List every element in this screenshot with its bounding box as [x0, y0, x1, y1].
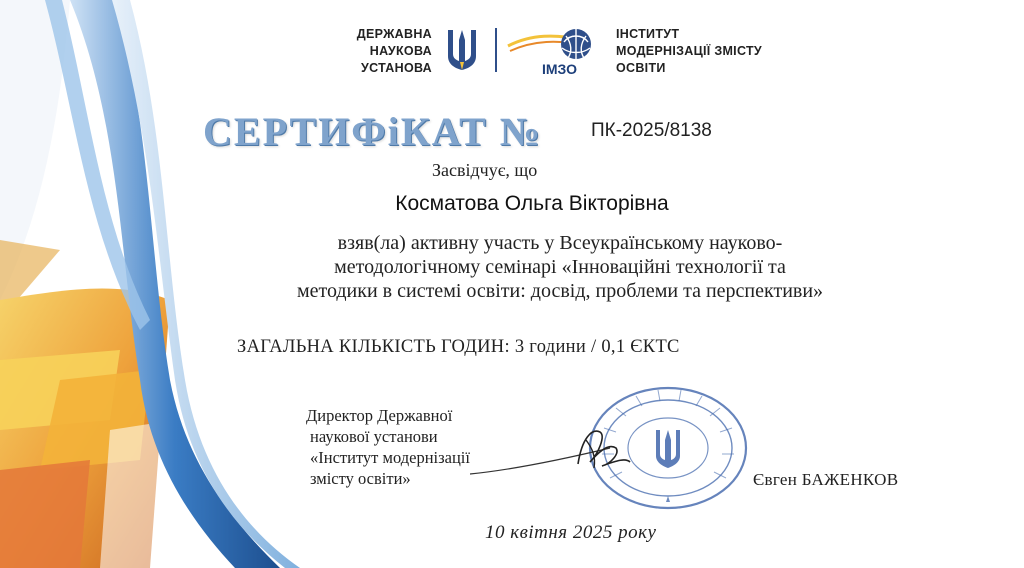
- imzo-logo-label: ІМЗО: [542, 61, 578, 76]
- description-line: взяв(ла) активну участь у Всеукраїнському науково-: [337, 232, 783, 254]
- director-line: наукової установи: [310, 427, 438, 446]
- total-hours: ЗАГАЛЬНА КІЛЬКІСТЬ ГОДИН: 3 години / 0,1 ЄКТС: [237, 337, 680, 357]
- certificate-number: ПК-2025/8138: [591, 120, 712, 141]
- state-institution-logo-text: [338, 26, 432, 77]
- imzo-globe-logo: [506, 24, 606, 76]
- trident-icon: [444, 26, 480, 74]
- recipient-name: Косматова Ольга Вікторівна: [395, 192, 669, 215]
- description-line: методологічному семінарі «Інноваційні технології та: [334, 256, 786, 278]
- director-line: «Інститут модернізації: [310, 448, 470, 467]
- logo-divider: [495, 28, 497, 72]
- signer-name: Євген БАЖЕНКОВ: [753, 470, 899, 489]
- logo-left-line: НАУКОВА: [369, 44, 432, 58]
- issue-date: 10 квітня 2025 року: [485, 522, 657, 543]
- director-line: Директор Державної: [306, 406, 453, 425]
- institute-logo-text: [616, 26, 762, 77]
- director-signature: [470, 418, 640, 488]
- director-title: [306, 405, 470, 489]
- participation-description: [180, 231, 940, 303]
- description-line: методики в системі освіти: досвід, проблеми та перспективи»: [296, 280, 824, 302]
- logo-right-line: ОСВІТИ: [616, 61, 666, 75]
- certificate-title: СЕРТИФіКАТ №: [203, 109, 542, 154]
- certifies-text: Засвідчує, що: [432, 160, 538, 180]
- logo-left-line: ДЕРЖАВНА: [356, 27, 432, 41]
- logo-left-line: УСТАНОВА: [361, 61, 432, 75]
- logo-right-line: МОДЕРНІЗАЦІЇ ЗМІСТУ: [616, 44, 762, 58]
- logo-right-line: ІНСТИТУТ: [616, 27, 680, 41]
- director-line: змісту освіти»: [310, 469, 411, 488]
